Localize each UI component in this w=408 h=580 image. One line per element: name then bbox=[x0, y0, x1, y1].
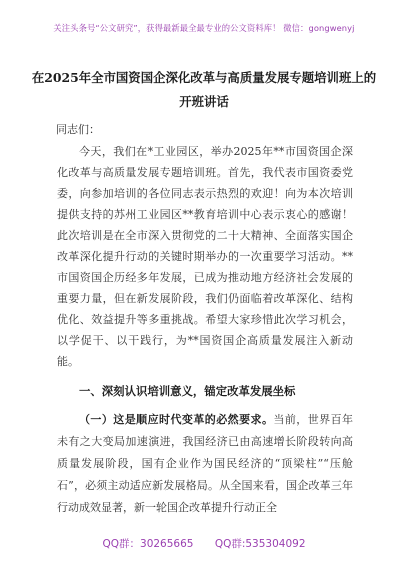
footer-qq-group-1: QQ群：30265665 bbox=[102, 538, 194, 550]
subsection-paragraph bbox=[57, 409, 353, 519]
subsection-text: 当前，世界百年未有之大变局加速演进，我国经济已由高速增长阶段转向高质量发展阶段，国有企业作为国民经济的“顶梁柱”“压舱石”，必须主动适应新发展格局。从全国来看，国企改革三年行动成效显著，新一轮国企改革提升行动正全 bbox=[57, 413, 353, 514]
footer-contact bbox=[0, 536, 408, 551]
subsection-lead: （一）这是顺应时代变革的必然要求。 bbox=[79, 413, 274, 426]
greeting: 同志们： bbox=[56, 123, 100, 136]
promo-banner: 关注头条号“公文研究”，获得最新最全最专业的公文资料库！ 微信：gongwenyj bbox=[53, 23, 355, 33]
footer-qq-group-2: QQ群:535304092 bbox=[214, 538, 306, 550]
section-heading: 一、深刻认识培训意义，锚定改革发展坐标 bbox=[79, 384, 296, 398]
opening-paragraph: 今天，我们在*工业园区，举办2025年**市国资国企深化改革与高质量发展专题培训班。首先，我代表市国资委党委，向参加培训的各位同志表示热烈的欢迎！向为本次培训提供支持的苏州工业园区**教育培训中心表示衷心的感谢！此次培训是在全市深入贯彻党的二十大精神、全面落实国企改革深化提升行动的关键时期举办的一次重要学习活动。**市国资国企历经多年发展，已成为推动地方经济社会发展的重要力量，但在新发展阶段，我们仍面临着改革深化、结构优化、效益提升等多重挑战。希望大家珍惜此次学习机会，以学促干、以干践行，为**国资国企高质量发展注入新动能。 bbox=[57, 145, 353, 368]
document-title: 在2025年全市国资国企深化改革与高质量发展专题培训班上的开班讲话 bbox=[31, 70, 377, 109]
